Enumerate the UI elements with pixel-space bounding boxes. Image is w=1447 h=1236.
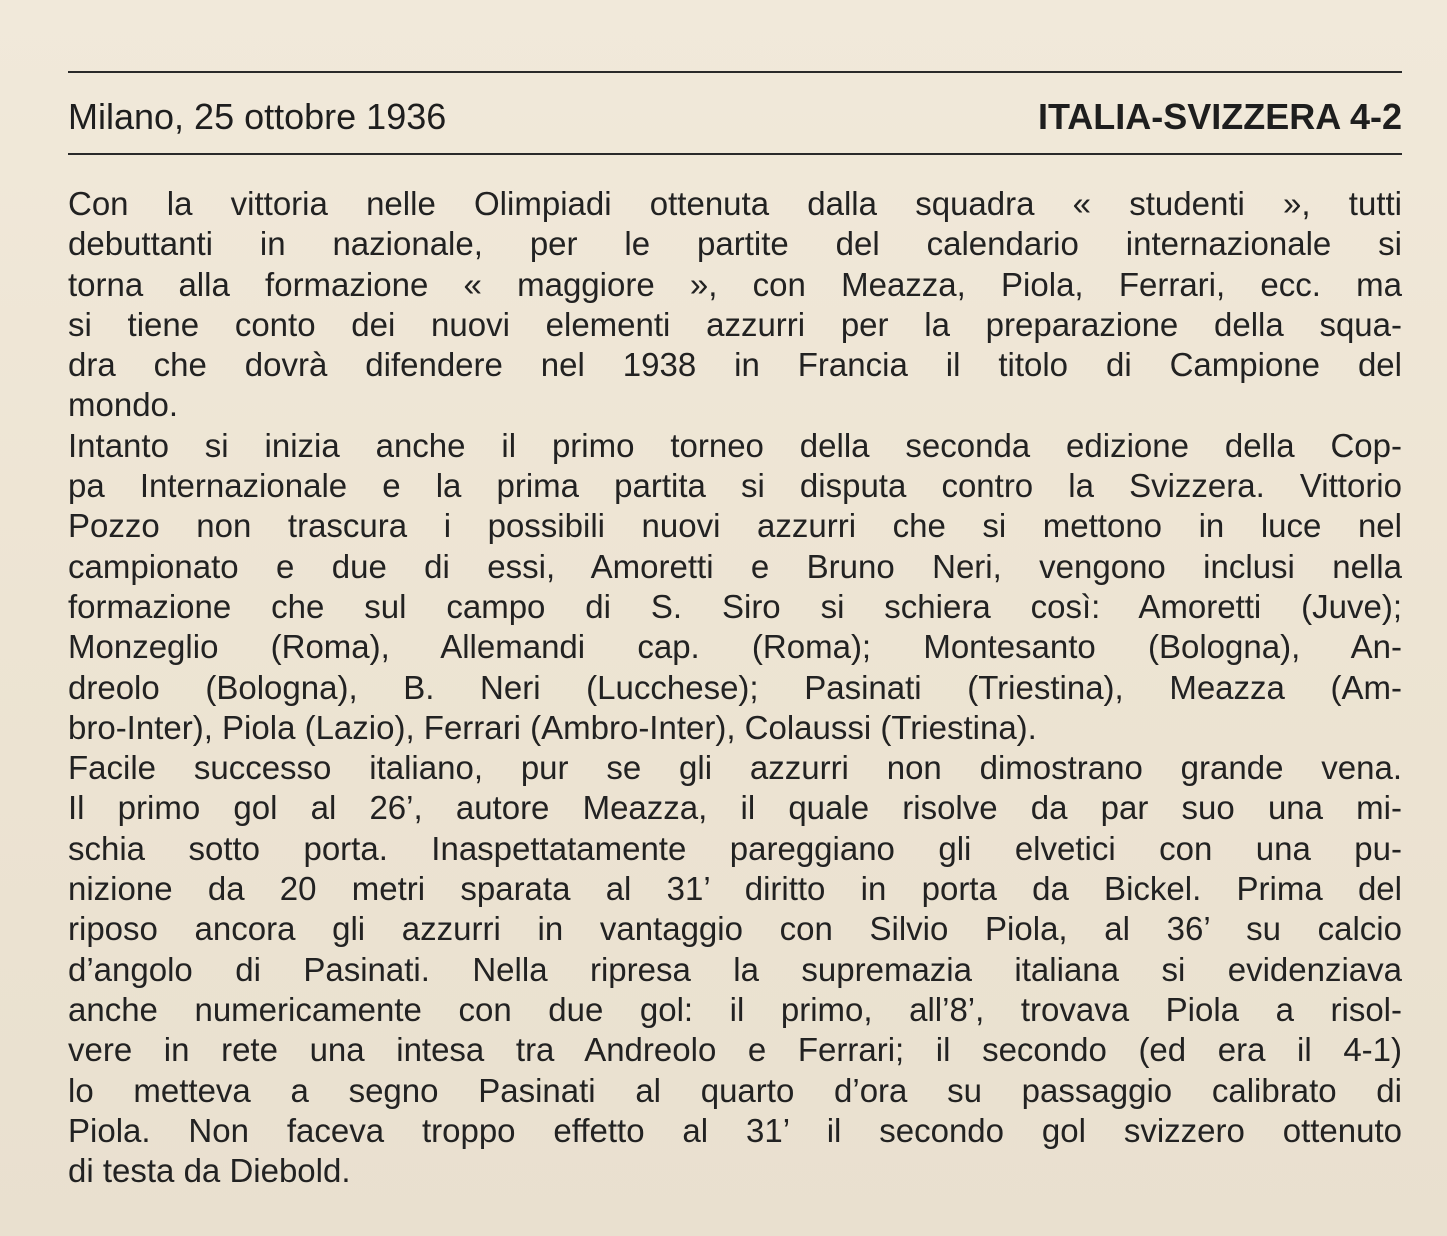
text-line: Pozzo non trascura i possibili nuovi azzurri che si mettono in luce nel (68, 507, 1402, 545)
text-line: si tiene conto dei nuovi elementi azzurri per la preparazione della squa- (68, 305, 1402, 343)
text-line: dra che dovrà difendere nel 1938 in Francia il titolo di Campione del (68, 346, 1402, 384)
text-line: schia sotto porta. Inaspettatamente pareggiano gli elvetici con una pu- (68, 829, 1402, 867)
text-line: anche numericamente con due gol: il primo, all’8’, trovava Piola a risol- (68, 990, 1402, 1028)
text-line: formazione che sul campo di S. Siro si schiera così: Amoretti (Juve); (68, 587, 1402, 625)
article-body (68, 184, 1402, 1191)
text-line: debuttanti in nazionale, per le partite del calendario internazionale si (68, 225, 1402, 263)
text-line: campionato e due di essi, Amoretti e Bruno Neri, vengono inclusi nella (68, 547, 1402, 585)
text-line: di testa da Diebold. (68, 1152, 351, 1190)
text-line: vere in rete una intesa tra Andreolo e Ferrari; il secondo (ed era il 4-1) (68, 1031, 1402, 1069)
text-line: Monzeglio (Roma), Allemandi cap. (Roma); Montesanto (Bologna), An- (68, 628, 1402, 666)
text-line: riposo ancora gli azzurri in vantaggio con Silvio Piola, al 36’ su calcio (68, 910, 1402, 948)
text-line: Il primo gol al 26’, autore Meazza, il quale risolve da par suo una mi- (68, 789, 1402, 827)
text-line: pa Internazionale e la prima partita si disputa contro la Svizzera. Vittorio (68, 467, 1402, 505)
text-line: dreolo (Bologna), B. Neri (Lucchese); Pasinati (Triestina), Meazza (Am- (68, 668, 1402, 706)
text-line: Facile successo italiano, pur se gli azzurri non dimostrano grande vena. (68, 749, 1402, 787)
text-line: nizione da 20 metri sparata al 31’ diritto in porta da Bickel. Prima del (68, 870, 1402, 908)
header-place-date: Milano, 25 ottobre 1936 (68, 96, 447, 137)
text-line: Piola. Non faceva troppo effetto al 31’ il secondo gol svizzero ottenuto (68, 1111, 1402, 1149)
top-rule (68, 71, 1402, 73)
header-match-result: ITALIA-SVIZZERA 4-2 (1037, 96, 1402, 137)
text-line: mondo. (68, 386, 179, 424)
text-line: Intanto si inizia anche il primo torneo della seconda edizione della Cop- (68, 426, 1402, 464)
text-line: bro-Inter), Piola (Lazio), Ferrari (Ambro-Inter), Colaussi (Triestina). (68, 708, 1037, 746)
text-line: Con la vittoria nelle Olimpiadi ottenuta dalla squadra « studenti », tutti (68, 185, 1402, 222)
text-line: torna alla formazione « maggiore », con Meazza, Piola, Ferrari, ecc. ma (68, 265, 1402, 303)
text-line: d’angolo di Pasinati. Nella ripresa la supremazia italiana si evidenziava (68, 950, 1402, 988)
header-bottom-rule (68, 153, 1402, 155)
text-line: lo metteva a segno Pasinati al quarto d’ora su passaggio calibrato di (68, 1071, 1402, 1109)
